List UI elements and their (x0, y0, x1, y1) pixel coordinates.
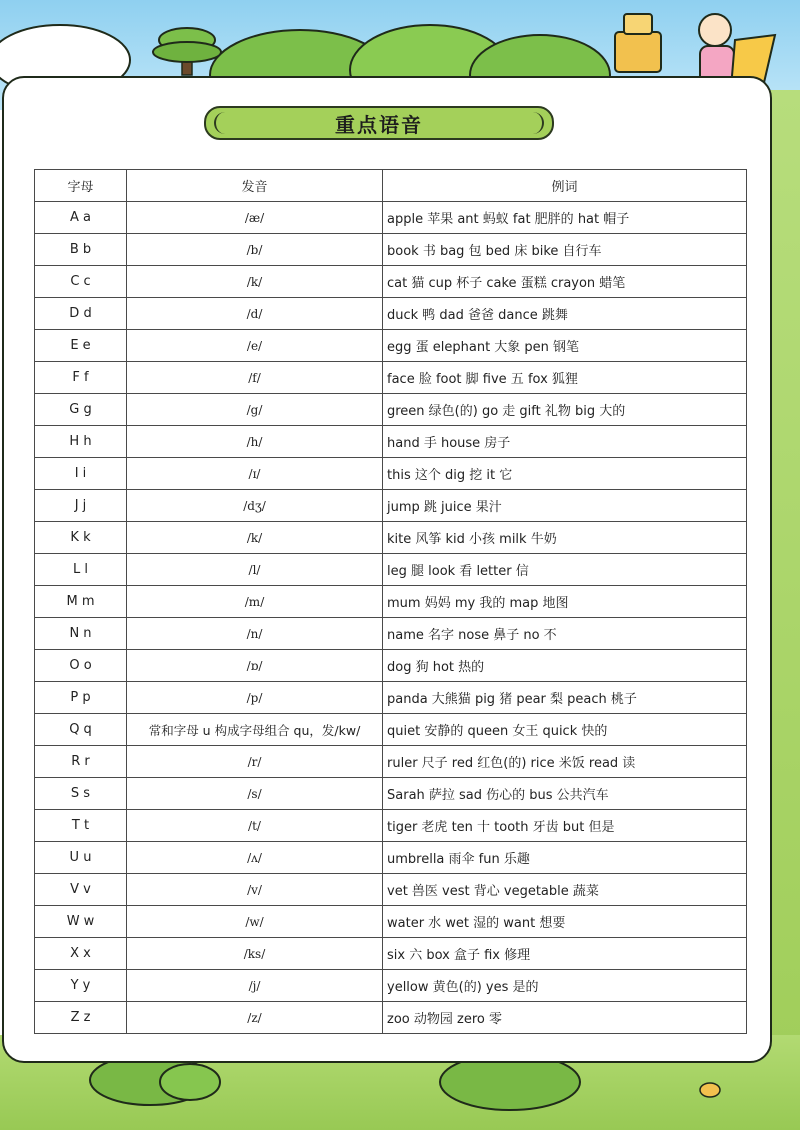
table-row (35, 586, 747, 618)
examples-cell: Sarah 萨拉 sad 伤心的 bus 公共汽车 (383, 778, 747, 810)
letter-cell: V v (35, 874, 127, 906)
sound-cell: /d/ (127, 298, 383, 330)
examples-cell: vet 兽医 vest 背心 vegetable 蔬菜 (383, 874, 747, 906)
sound-cell: /k/ (127, 522, 383, 554)
table-row (35, 394, 747, 426)
examples-cell: jump 跳 juice 果汁 (383, 490, 747, 522)
sound-cell: /g/ (127, 394, 383, 426)
examples-cell: water 水 wet 湿的 want 想要 (383, 906, 747, 938)
table-row (35, 330, 747, 362)
letter-cell: H h (35, 426, 127, 458)
table-row (35, 522, 747, 554)
letter-cell: R r (35, 746, 127, 778)
examples-cell: panda 大熊猫 pig 猪 pear 梨 peach 桃子 (383, 682, 747, 714)
table-row (35, 234, 747, 266)
sound-cell: /k/ (127, 266, 383, 298)
letter-cell: Q q (35, 714, 127, 746)
examples-cell: duck 鸭 dad 爸爸 dance 跳舞 (383, 298, 747, 330)
sound-cell: /f/ (127, 362, 383, 394)
letter-cell: G g (35, 394, 127, 426)
table-row (35, 682, 747, 714)
sound-cell: /ɒ/ (127, 650, 383, 682)
header-examples: 例词 (383, 170, 747, 202)
table-row (35, 490, 747, 522)
sound-cell: /ɪ/ (127, 458, 383, 490)
examples-cell: book 书 bag 包 bed 床 bike 自行车 (383, 234, 747, 266)
letter-cell: D d (35, 298, 127, 330)
phonics-table (34, 169, 747, 1034)
table-row (35, 202, 747, 234)
examples-cell: hand 手 house 房子 (383, 426, 747, 458)
examples-cell: umbrella 雨伞 fun 乐趣 (383, 842, 747, 874)
letter-cell: E e (35, 330, 127, 362)
letter-cell: W w (35, 906, 127, 938)
letter-cell: A a (35, 202, 127, 234)
sound-cell: /z/ (127, 1002, 383, 1034)
letter-cell: F f (35, 362, 127, 394)
sound-cell: /e/ (127, 330, 383, 362)
letter-cell: B b (35, 234, 127, 266)
letter-cell: Z z (35, 1002, 127, 1034)
examples-cell: zoo 动物园 zero 零 (383, 1002, 747, 1034)
sound-cell: /v/ (127, 874, 383, 906)
examples-cell: green 绿色(的) go 走 gift 礼物 big 大的 (383, 394, 747, 426)
sound-cell: /t/ (127, 810, 383, 842)
table-row (35, 1002, 747, 1034)
letter-cell: U u (35, 842, 127, 874)
examples-cell: quiet 安静的 queen 女王 quick 快的 (383, 714, 747, 746)
examples-cell: yellow 黄色(的) yes 是的 (383, 970, 747, 1002)
examples-cell: mum 妈妈 my 我的 map 地图 (383, 586, 747, 618)
sound-cell: /s/ (127, 778, 383, 810)
table-row (35, 842, 747, 874)
title-banner (204, 106, 554, 140)
letter-cell: I i (35, 458, 127, 490)
table-row (35, 618, 747, 650)
examples-cell: kite 风筝 kid 小孩 milk 牛奶 (383, 522, 747, 554)
sound-cell: 常和字母 u 构成字母组合 qu，发/kw/ (127, 714, 383, 746)
table-row (35, 746, 747, 778)
sound-cell: /m/ (127, 586, 383, 618)
examples-cell: name 名字 nose 鼻子 no 不 (383, 618, 747, 650)
letter-cell: N n (35, 618, 127, 650)
table-row (35, 714, 747, 746)
letter-cell: Y y (35, 970, 127, 1002)
sound-cell: /b/ (127, 234, 383, 266)
sound-cell: /dʒ/ (127, 490, 383, 522)
table-row (35, 938, 747, 970)
header-letter: 字母 (35, 170, 127, 202)
sound-cell: /l/ (127, 554, 383, 586)
letter-cell: M m (35, 586, 127, 618)
letter-cell: C c (35, 266, 127, 298)
table-row (35, 810, 747, 842)
table-row (35, 298, 747, 330)
table-row (35, 906, 747, 938)
sound-cell: /ks/ (127, 938, 383, 970)
header-sound: 发音 (127, 170, 383, 202)
sound-cell: /ʌ/ (127, 842, 383, 874)
examples-cell: dog 狗 hot 热的 (383, 650, 747, 682)
table-row (35, 362, 747, 394)
letter-cell: K k (35, 522, 127, 554)
sound-cell: /j/ (127, 970, 383, 1002)
letter-cell: T t (35, 810, 127, 842)
examples-cell: leg 腿 look 看 letter 信 (383, 554, 747, 586)
table-row (35, 266, 747, 298)
examples-cell: cat 猫 cup 杯子 cake 蛋糕 crayon 蜡笔 (383, 266, 747, 298)
table-row (35, 970, 747, 1002)
table-row (35, 554, 747, 586)
table-row (35, 650, 747, 682)
examples-cell: six 六 box 盒子 fix 修理 (383, 938, 747, 970)
sound-cell: /n/ (127, 618, 383, 650)
page-title: 重点语音 (335, 112, 423, 137)
letter-cell: P p (35, 682, 127, 714)
examples-cell: egg 蛋 elephant 大象 pen 钢笔 (383, 330, 747, 362)
sound-cell: /h/ (127, 426, 383, 458)
examples-cell: this 这个 dig 挖 it 它 (383, 458, 747, 490)
examples-cell: face 脸 foot 脚 five 五 fox 狐狸 (383, 362, 747, 394)
letter-cell: L l (35, 554, 127, 586)
letter-cell: J j (35, 490, 127, 522)
letter-cell: X x (35, 938, 127, 970)
letter-cell: O o (35, 650, 127, 682)
table-row (35, 874, 747, 906)
sound-cell: /æ/ (127, 202, 383, 234)
examples-cell: tiger 老虎 ten 十 tooth 牙齿 but 但是 (383, 810, 747, 842)
sound-cell: /r/ (127, 746, 383, 778)
sound-cell: /p/ (127, 682, 383, 714)
table-row (35, 778, 747, 810)
sound-cell: /w/ (127, 906, 383, 938)
table-row (35, 426, 747, 458)
letter-cell: S s (35, 778, 127, 810)
table-row (35, 458, 747, 490)
table-header-row (35, 170, 747, 202)
examples-cell: ruler 尺子 red 红色(的) rice 米饭 read 读 (383, 746, 747, 778)
examples-cell: apple 苹果 ant 蚂蚁 fat 肥胖的 hat 帽子 (383, 202, 747, 234)
